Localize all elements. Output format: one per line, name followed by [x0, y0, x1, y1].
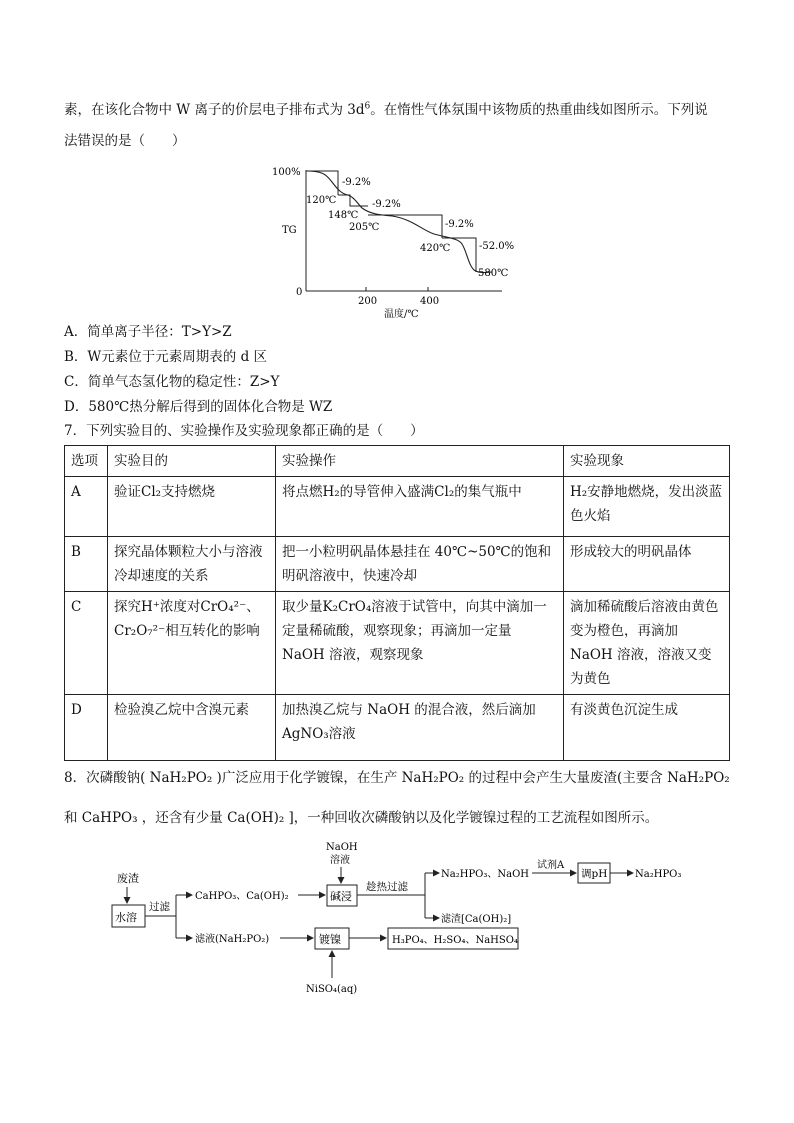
cell-phenomenon: 形成较大的明矾晶体 [564, 537, 730, 592]
table-row [65, 477, 730, 537]
label-alkali: 碱浸 [330, 890, 352, 903]
table-row [65, 537, 730, 592]
label-water: 水溶 [115, 911, 137, 924]
q6-option-d: D．580℃热分解后得到的固体化合物是 WZ [64, 399, 333, 415]
temp-label-120: 120℃ [306, 195, 337, 206]
header-purpose: 实验目的 [108, 446, 276, 477]
temp-label-205: 205℃ [349, 222, 380, 233]
x-tick-label-400: 400 [420, 296, 440, 307]
label-filtrate: 滤液(NaH₂PO₂) [195, 934, 270, 945]
tg-chart [262, 160, 542, 320]
cell-phenomenon: 滴加稀硫酸后溶液由黄色变为橙色，再滴加 NaOH 溶液，溶液又变为黄色 [564, 592, 730, 695]
label-naoh1: NaOH [326, 842, 358, 853]
label-filter: 过滤 [149, 901, 170, 913]
q6-text-b: 。在惰性气体氛围中该物质的热重曲线如图所示。下列说 [370, 102, 708, 118]
label-product1: Na₂HPO₃、NaOH [441, 869, 530, 880]
cell-operation: 把一小粒明矾晶体悬挂在 40℃~50℃的饱和明矾溶液中，快速冷却 [276, 537, 564, 592]
step-label-2: -9.2% [372, 199, 401, 210]
step-box-2 [338, 195, 368, 206]
header-operation: 实验操作 [276, 446, 564, 477]
label-plating-products: H₃PO₄、H₂SO₄、NaHSO₄ [392, 935, 518, 946]
label-adjust: 调pH [581, 868, 608, 880]
cell-option: C [65, 592, 108, 695]
y-tick-0: 0 [296, 287, 303, 298]
q6-text-a: 素，在该化合物中 W 离子的价层电子排布式为 3d [64, 102, 365, 118]
q6-option-b: B．W元素位于元素周期表的 d 区 [64, 349, 268, 365]
process-flow-diagram [100, 840, 700, 1000]
cell-option: B [65, 537, 108, 592]
table-row [65, 592, 730, 695]
cell-purpose: 验证Cl₂支持燃烧 [108, 477, 276, 537]
label-residue: 滤渣[Ca(OH)₂] [441, 914, 512, 925]
label-hotfilter: 趁热过滤 [366, 881, 408, 893]
header-option: 选项 [65, 446, 108, 477]
header-phenomenon: 实验现象 [564, 446, 730, 477]
cell-purpose: 探究H⁺浓度对CrO₄²⁻、Cr₂O₇²⁻相互转化的影响 [108, 592, 276, 695]
step-label-1: -9.2% [342, 177, 371, 188]
q6-option-c: C．简单气态氢化物的稳定性：Z>Y [64, 374, 280, 390]
cell-phenomenon: H₂安静地燃烧，发出淡蓝色火焰 [564, 477, 730, 537]
temp-label-148: 148℃ [328, 210, 359, 221]
q6-option-a: A．简单离子半径：T>Y>Z [64, 324, 232, 340]
temp-label-580: 580℃ [478, 268, 509, 279]
cell-purpose: 检验溴乙烷中含溴元素 [108, 695, 276, 761]
label-niso4: NiSO₄(aq) [306, 984, 358, 995]
temp-label-420: 420℃ [420, 243, 451, 254]
y-axis-label: TG [282, 225, 297, 236]
q6-sup: 6 [364, 101, 371, 112]
q6-intro-line2: 法错误的是（ ） [64, 133, 186, 149]
y-tick-100: 100% [272, 167, 301, 178]
label-plating: 镀镍 [319, 933, 341, 946]
q6-intro-line1 [64, 100, 708, 120]
q8-line1: 8．次磷酸钠( NaH₂PO₂ )广泛应用于化学镀镍，在生产 NaH₂PO₂ 的过程中会产生大量废渣(主要含 NaH₂PO₂ [64, 770, 730, 786]
q7-table [64, 445, 730, 761]
cell-operation: 取少量K₂CrO₄溶液于试管中，向其中滴加一定量稀硫酸，观察现象；再滴加一定量 NaOH 溶液，观察现象 [276, 592, 564, 695]
x-axis-label: 温度/℃ [384, 309, 419, 320]
label-naoh2: 溶液 [330, 855, 350, 866]
cell-option: A [65, 477, 108, 537]
q8-line2: 和 CaHPO₃ ，还含有少量 Ca(OH)₂ ]，一种回收次磷酸钠以及化学镀镍过程的工艺流程如图所示。 [64, 810, 659, 826]
label-solid1: CaHPO₃、Ca(OH)₂ [195, 891, 289, 902]
cell-phenomenon: 有淡黄色沉淀生成 [564, 695, 730, 761]
table-row [65, 695, 730, 761]
cell-operation: 加热溴乙烷与 NaOH 的混合液，然后滴加 AgNO₃溶液 [276, 695, 564, 761]
label-reagent: 试剂A [537, 860, 565, 871]
label-product2: Na₂HPO₃ [635, 869, 682, 880]
cell-operation: 将点燃H₂的导管伸入盛满Cl₂的集气瓶中 [276, 477, 564, 537]
x-tick-label-200: 200 [358, 296, 378, 307]
label-waste: 废渣 [117, 872, 139, 885]
q7-stem: 7．下列实验目的、实验操作及实验现象都正确的是（ ） [64, 423, 424, 439]
step-label-4: -52.0% [479, 241, 515, 252]
table-header-row [65, 446, 730, 477]
step-label-3: -9.2% [445, 219, 474, 230]
cell-option: D [65, 695, 108, 761]
cell-purpose: 探究晶体颗粒大小与溶液冷却速度的关系 [108, 537, 276, 592]
